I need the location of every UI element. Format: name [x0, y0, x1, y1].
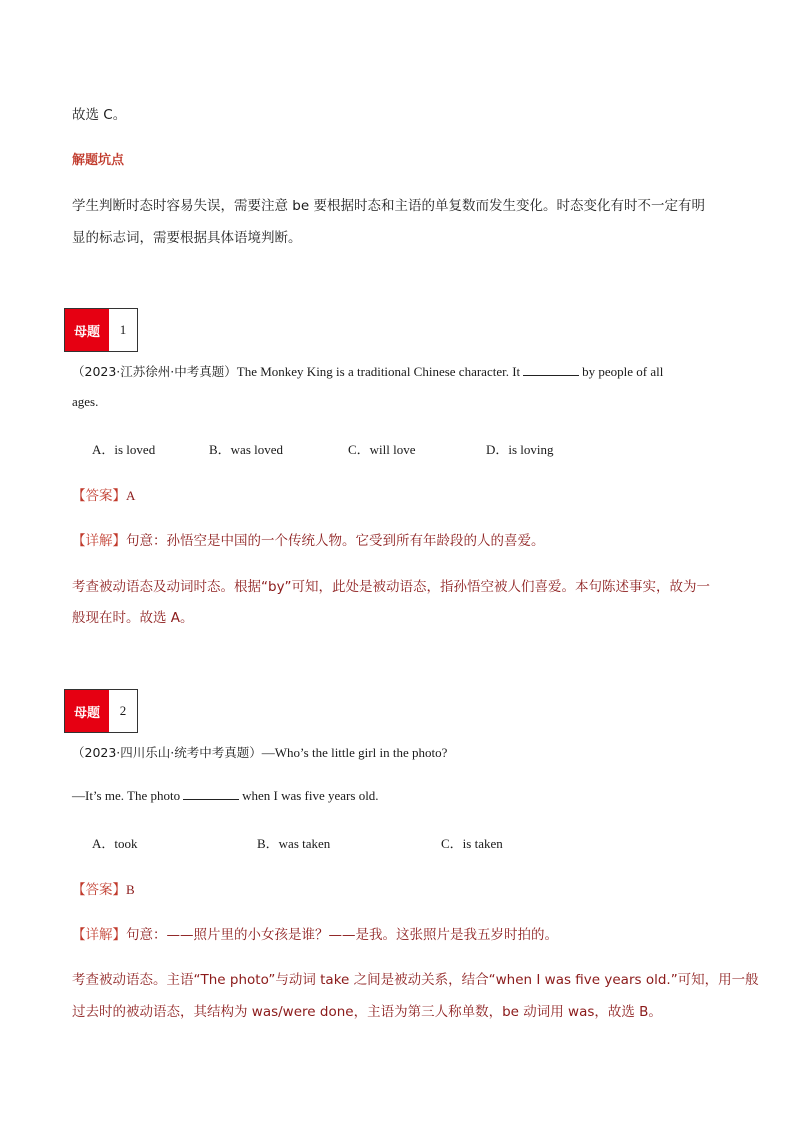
option-b: B．was taken [257, 836, 331, 851]
stem-part-b: —It’s me. The photo [72, 788, 181, 803]
question-1-answer [72, 484, 135, 504]
question-2-detail-1 [72, 923, 558, 943]
option-c: C．is taken [441, 836, 503, 851]
pitfall-title: 解题坑点 [72, 153, 125, 168]
question-1-detail-3: 般现在时。故选 A。 [72, 610, 194, 626]
stem-part-b: by people of all [582, 364, 664, 379]
question-1-detail-1 [72, 529, 545, 549]
option-a: A．took [92, 836, 138, 851]
option-c: C．will love [348, 442, 416, 457]
pitfall-line-2: 显的标志词，需要根据具体语境判断。 [72, 230, 302, 246]
question-1-stem [72, 362, 663, 380]
question-number: 2 [109, 690, 137, 732]
question-source: （2023·江苏徐州·中考真题） [72, 364, 237, 379]
detail-text: 句意：孙悟空是中国的一个传统人物。它受到所有年龄段的人的喜爱。 [126, 533, 545, 549]
question-2-detail-2: 考查被动语态。主语“The photo”与动词 take 之间是被动关系，结合“when I was five years old.”可知，用一般 [72, 972, 759, 988]
answer-blank [523, 365, 579, 376]
question-tag: 母题 [65, 690, 109, 732]
detail-label: 【详解】 [72, 533, 126, 549]
stem-part-a: The Monkey King is a traditional Chinese character. It [236, 364, 521, 379]
answer-label: 【答案】 [72, 488, 126, 504]
question-1-detail-2: 考查被动语态及动词时态。根据“by”可知，此处是被动语态，指孙悟空被人们喜爱。本句陈述事实，故为一 [72, 579, 711, 595]
conclusion-text: 故选 C。 [72, 107, 127, 123]
stem-part-c: ages. [72, 394, 99, 409]
option-a: A．is loved [92, 442, 156, 457]
question-2-answer [72, 878, 135, 898]
question-source: （2023·四川乐山·统考中考真题） [72, 745, 262, 760]
question-2-detail-3: 过去时的被动语态，其结构为 was/were done，主语为第三人称单数，be 动词用 was，故选 B。 [72, 1004, 662, 1020]
detail-label: 【详解】 [72, 927, 126, 943]
answer-value: A [126, 488, 136, 503]
detail-text: 句意：——照片里的小女孩是谁？——是我。这张照片是我五岁时拍的。 [126, 927, 558, 943]
answer-label: 【答案】 [72, 882, 126, 898]
pitfall-line-1: 学生判断时态时容易失误，需要注意 be 要根据时态和主语的单复数而发生变化。时态变化有时不一定有明 [72, 198, 705, 214]
answer-blank [183, 789, 239, 800]
option-d: D．is loving [486, 442, 554, 457]
stem-part-c: when I was five years old. [242, 788, 379, 803]
question-2-stem-2 [72, 788, 379, 804]
question-1-badge [64, 308, 138, 352]
stem-part-a: —Who’s the little girl in the photo? [261, 745, 448, 760]
question-number: 1 [109, 309, 137, 351]
option-b: B．was loved [209, 442, 284, 457]
question-tag: 母题 [65, 309, 109, 351]
question-2-stem [72, 743, 447, 761]
answer-value: B [126, 882, 135, 897]
question-2-badge [64, 689, 138, 733]
